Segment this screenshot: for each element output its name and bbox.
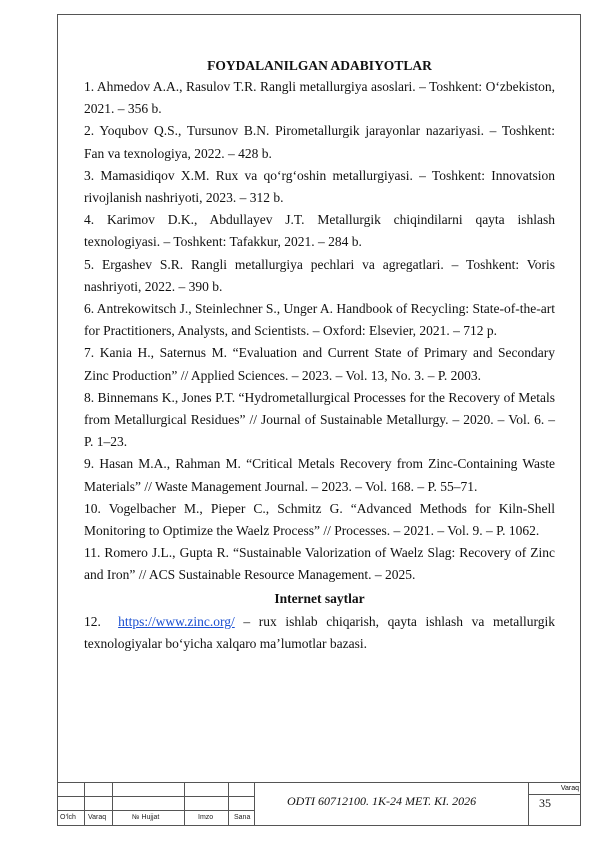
reference-item: 3. Mamasidiqov X.M. Rux va qo‘rg‘oshin metallurgiyasi. – Toshkent: Innovatsion rivojlanish nashriyoti, 2023. – 312 b. bbox=[84, 167, 555, 206]
reference-item: 8. Binnemans K., Jones P.T. “Hydrometallurgical Processes for the Recovery of Metals from Metallurgical Residues” // Journal of Sustainable Metallurgy. – 2020. – Vol. 6. – P. 1–23. bbox=[84, 389, 555, 450]
reference-item: 4. Karimov D.K., Abdullayev J.T. Metallurgik chiqindilarni qayta ishlash texnologiyasi. – Toshkent: Tafakkur, 2021. – 284 b. bbox=[84, 212, 555, 250]
section-heading: FOYDALANILGAN ADABIYOTLAR bbox=[207, 58, 432, 73]
reference-item: 9. Hasan M.A., Rahman M. “Critical Metals Recovery from Zinc-Containing Waste Materials” // Waste Management Journal. – 2023. – Vol. 168. – P. 55–71. bbox=[84, 456, 555, 494]
reference-item: 5. Ergashev S.R. Rangli metallurgiya pechlari va agregatlari. – Toshkent: Voris nashriyoti, 2022. – 390 b. bbox=[84, 256, 555, 294]
reference-item: 2. Yoqubov Q.S., Tursunov B.N. Pirometallurgik jarayonlar nazariyasi. – Toshkent: Fan va texnologiya, 2022. – 428 b. bbox=[84, 123, 555, 161]
reference-item: 7. Kania H., Saternus M. “Evaluation and Current State of Primary and Secondary Zinc Production” // Applied Sciences. – 2023. – Vol. 13, No. 3. – P. 2003. bbox=[84, 345, 555, 383]
reference-item: 11. Romero J.L., Gupta R. “Sustainable Valorization of Waelz Slag: Recovery of Zinc and Iron” // ACS Sustainable Resource Management. – 2025. bbox=[84, 545, 555, 583]
internet-reference-item bbox=[84, 611, 555, 655]
reference-item: 10. Vogelbacher M., Pieper C., Schmitz G. “Advanced Methods for Kiln-Shell Monitoring to Optimize the Waelz Process” // Processes. – 2021. – Vol. 9. – P. 1062. bbox=[84, 500, 555, 539]
reference-description: – rux ishlab chiqarish, qayta ishlash va metallurgik texnologiyalar bo‘yicha xalqaro ma’lumotlar bazasi. bbox=[84, 613, 555, 651]
title-block bbox=[57, 782, 581, 826]
internet-sites-heading: Internet saytlar bbox=[274, 590, 365, 606]
document-code: ODTI 60712100. 1K-24 MET. KI. 2026 bbox=[287, 794, 477, 808]
reference-item: 6. Antrekowitsch J., Steinlechner S., Unger A. Handbook of Recycling: State-of-the-art for Practitioners, Analysts, and Scientists. – Oxford: Elsevier, 2021. – 712 p. bbox=[84, 301, 555, 339]
references-section bbox=[84, 56, 555, 655]
label-imzo: Imzo bbox=[198, 814, 214, 821]
label-olch: O‘lch bbox=[60, 814, 76, 821]
label-sana: Sana bbox=[234, 814, 251, 821]
page-number: 35 bbox=[539, 796, 551, 810]
reference-number: 12. bbox=[84, 613, 101, 629]
reference-item: 1. Ahmedov A.A., Rasulov T.R. Rangli metallurgiya asoslari. – Toshkent: O‘zbekiston, 2021. – 356 b. bbox=[84, 79, 555, 117]
label-hujjat: № Hujjat bbox=[132, 814, 160, 821]
label-varaq: Varaq bbox=[88, 814, 107, 821]
sheet-label: Varaq bbox=[560, 785, 579, 792]
zinc-org-link[interactable]: https://www.zinc.org/ bbox=[118, 613, 235, 629]
